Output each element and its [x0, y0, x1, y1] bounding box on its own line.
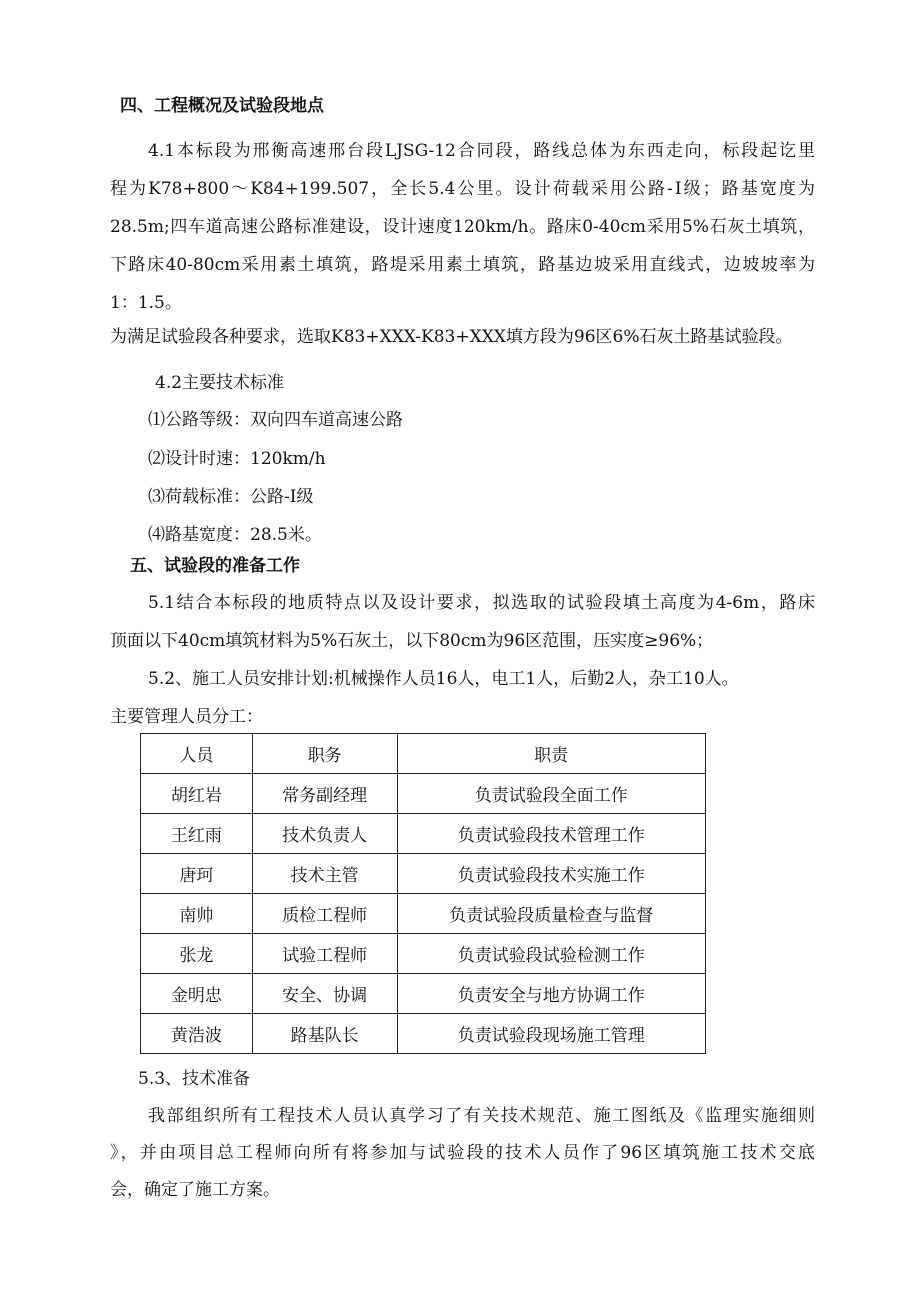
table-row — [141, 934, 706, 974]
cell-person: 金明忠 — [141, 974, 253, 1014]
subheading-4-2: 4.2主要技术标准 — [155, 373, 285, 393]
standard-item-design-speed: ⑵设计时速：120km/h — [148, 449, 326, 469]
cell-person: 王红雨 — [141, 814, 253, 854]
cell-position: 安全、协调 — [252, 974, 397, 1014]
paragraph-5-1-line-1: 5.1结合本标段的地质特点以及设计要求，拟选取的试验段填土高度为4-6m，路床 — [148, 593, 815, 613]
paragraph-5-3-line-2: 》，并由项目总工程师向所有将参加与试验段的技术人员作了96区填筑施工技术交底 — [110, 1143, 815, 1163]
cell-responsibility: 负责试验段质量检查与监督 — [397, 894, 705, 934]
section-5-heading: 五、试验段的准备工作 — [130, 556, 300, 576]
table-row — [141, 854, 706, 894]
cell-responsibility: 负责试验段技术管理工作 — [397, 814, 705, 854]
cell-position: 技术主管 — [252, 854, 397, 894]
table-header-row — [141, 734, 706, 774]
section-4-heading: 四、工程概况及试验段地点 — [120, 96, 324, 116]
standard-item-subgrade-width: ⑷路基宽度：28.5米。 — [148, 525, 322, 545]
cell-person: 胡红岩 — [141, 774, 253, 814]
standard-item-load-standard: ⑶荷载标准：公路-Ⅰ级 — [148, 487, 314, 507]
paragraph-4-1-line-1: 4.1本标段为邢衡高速邢台段LJSG-12合同段，路线总体为东西走向，标段起讫里 — [148, 141, 815, 161]
cell-person: 黄浩波 — [141, 1014, 253, 1054]
cell-responsibility: 负责试验段技术实施工作 — [397, 854, 705, 894]
paragraph-4-1-line-5: 1：1.5。 — [110, 293, 182, 313]
standard-item-road-grade: ⑴公路等级：双向四车道高速公路 — [148, 410, 403, 430]
table-row — [141, 894, 706, 934]
table-caption: 主要管理人员分工： — [110, 707, 263, 727]
column-header-person: 人员 — [141, 734, 253, 774]
subheading-5-3: 5.3、技术准备 — [138, 1069, 251, 1089]
cell-position: 常务副经理 — [252, 774, 397, 814]
cell-person: 张龙 — [141, 934, 253, 974]
paragraph-test-section-selection: 为满足试验段各种要求，选取K83+XXX-K83+XXX填方段为96区6%石灰土路基试验段。 — [110, 327, 793, 347]
cell-person: 南帅 — [141, 894, 253, 934]
cell-position: 试验工程师 — [252, 934, 397, 974]
table-row — [141, 974, 706, 1014]
paragraph-5-3-line-1: 我部组织所有工程技术人员认真学习了有关技术规范、施工图纸及《监理实施细则 — [148, 1106, 815, 1126]
staff-table — [140, 733, 706, 1054]
cell-position: 路基队长 — [252, 1014, 397, 1054]
cell-position: 技术负责人 — [252, 814, 397, 854]
paragraph-5-3-line-3: 会，确定了施工方案。 — [110, 1180, 280, 1200]
cell-person: 唐珂 — [141, 854, 253, 894]
cell-position: 质检工程师 — [252, 894, 397, 934]
cell-responsibility: 负责安全与地方协调工作 — [397, 974, 705, 1014]
table-row — [141, 1014, 706, 1054]
paragraph-5-1-line-2: 顶面以下40cm填筑材料为5%石灰土，以下80cm为96区范围，压实度≥96%； — [110, 631, 714, 651]
paragraph-5-2: 5.2、施工人员安排计划:机械操作人员16人，电工1人，后勤2人，杂工10人。 — [148, 669, 739, 689]
cell-responsibility: 负责试验段现场施工管理 — [397, 1014, 705, 1054]
column-header-responsibility: 职责 — [397, 734, 705, 774]
table-row — [141, 774, 706, 814]
paragraph-4-1-line-3: 28.5m;四车道高速公路标准建设，设计速度120km/h。路床0-40cm采用5%石灰土填筑， — [110, 217, 815, 237]
cell-responsibility: 负责试验段试验检测工作 — [397, 934, 705, 974]
column-header-position: 职务 — [252, 734, 397, 774]
table-row — [141, 814, 706, 854]
cell-responsibility: 负责试验段全面工作 — [397, 774, 705, 814]
paragraph-4-1-line-2: 程为K78+800～K84+199.507，全长5.4公里。设计荷载采用公路-Ⅰ级；路基宽度为 — [110, 179, 815, 199]
paragraph-4-1-line-4: 下路床40-80cm采用素土填筑，路堤采用素土填筑，路基边坡采用直线式，边坡坡率为 — [110, 255, 815, 275]
